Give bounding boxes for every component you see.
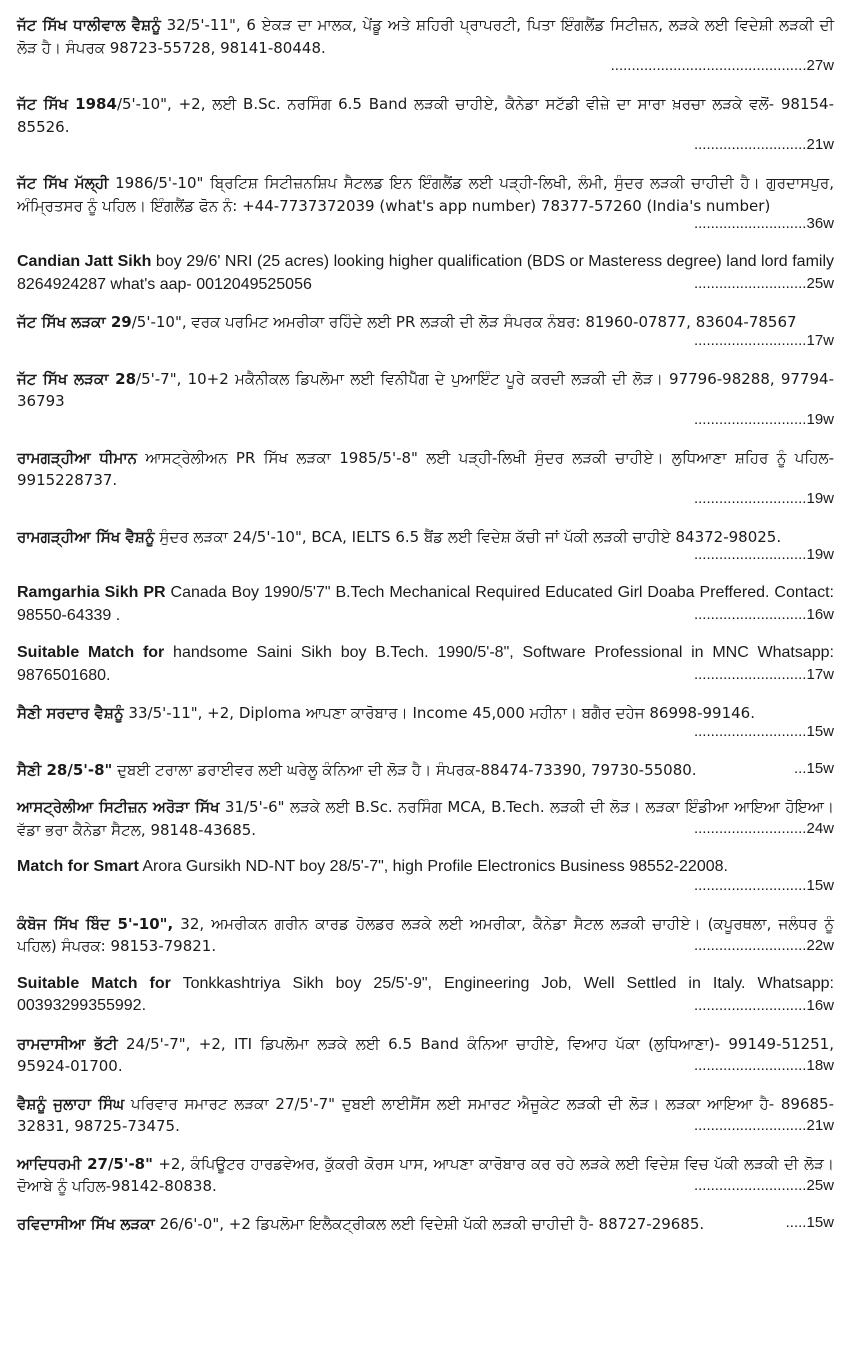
ad-code: ...........................25w (693, 1176, 834, 1194)
ad-heading: ਵੈਸ਼ਨੂੰ ਜੁਲਾਹਾ ਸਿੰਘ (17, 1094, 125, 1113)
matrimonial-ad (17, 702, 834, 742)
ad-body: 26/6'-0", +2 ਡਿਪਲੋਮਾ ਇਲੈਕਟ੍ਰੀਕਲ ਲਈ ਵਿਦੇਸ਼ੀ ਪੱਕੀ ਲੜਕੀ ਚਾਹੀਦੀ ਹੈ- 88727-29685. (154, 1214, 705, 1233)
ad-code: ...........................15w (693, 722, 834, 740)
matrimonial-ad (17, 796, 834, 839)
ad-body: 33/5'-11", +2, Diploma ਆਪਣਾ ਕਾਰੋਬਾਰ। Income 45,000 ਮਹੀਨਾ। ਬਗੈਰ ਦਹੇਜ 86998-99146. (123, 704, 755, 722)
ad-code: ...........................19w (693, 489, 834, 507)
ad-code: ...........................21w (693, 136, 834, 153)
ad-heading: ਰਾਮਗੜ੍ਹੀਆ ਸਿੱਖ ਵੈਸ਼ਨੂੰ (17, 527, 155, 546)
matrimonial-ad (17, 1033, 834, 1076)
matrimonial-ad (17, 642, 834, 685)
ad-heading: Suitable Match for (17, 974, 171, 992)
ad-body: boy 29/6' NRI (25 acres) looking higher qualification (BDS or Masteress degree) land lord family 8264924287 what's aap- 0012049525056 (17, 253, 835, 293)
matrimonial-ad (17, 526, 834, 566)
ad-text (17, 14, 834, 59)
ad-body: Arora Gursikh ND-NT boy 28/5'-7", high Profile Electronics Business 98552-22008. (138, 858, 728, 875)
ad-body: Tonkkashtriya Sikh boy 25/5'-9", Engineering Job, Well Settled in Italy. Whatsapp: 00393299355992. (17, 974, 834, 1014)
ad-body: /5'-10", +2, ਲਈ B.Sc. ਨਰਸਿੰਗ 6.5 Band ਲੜਕੀ ਚਾਹੀਏ, ਕੈਨੇਡਾ ਸਟੱਡੀ ਵੀਜ਼ੇ ਦਾ ਸਾਰਾ ਖ਼ਰਚਾ ਲੜਕੇ ਵਲੋਂ- 98154-85526. (17, 95, 834, 136)
ad-code: ...........................16w (693, 996, 834, 1014)
ad-heading: ਜੱਟ ਸਿੱਖ ਲੜਕਾ 29 (17, 313, 132, 331)
ad-code: ...........................36w (693, 215, 834, 232)
matrimonial-ad (17, 1153, 834, 1196)
ad-body: /5'-7", 10+2 ਮਕੈਨੀਕਲ ਡਿਪਲੋਮਾ ਲਈ ਵਿਨੀਪੈੱਗ ਦੇ ਪੁਆਇੰਟ ਪੂਰੇ ਕਰਦੀ ਲੜਕੀ ਦੀ ਲੋੜ। 97796-98288, 97794-36793 (17, 369, 834, 410)
ad-body: ਦੁਬਈ ਟਰਾਲਾ ਡਰਾਈਵਰ ਲਈ ਘਰੇਲੂ ਕੰਨਿਆ ਦੀ ਲੋੜ ਹੈ। ਸੰਪਰਕ-88474-73390, 79730-55080. (112, 760, 697, 779)
ad-code: ...........................19w (693, 546, 834, 563)
ad-code: ...........................17w (693, 666, 834, 683)
ad-text (17, 368, 834, 413)
ad-heading: ਰਾਮਦਾਸੀਆ ਭੱਟੀ (17, 1034, 118, 1053)
ad-heading: ਆਸਟ੍ਰੇਲੀਆ ਸਿਟੀਜ਼ਨ ਅਰੋੜਾ ਸਿੱਖ (17, 798, 220, 816)
ad-code: ...15w (793, 760, 834, 777)
matrimonial-ad (17, 172, 834, 234)
ad-code: ...........................25w (693, 275, 834, 292)
ad-heading: Suitable Match for (17, 644, 165, 661)
ad-body: 1986/5'-10" ਬ੍ਰਿਟਿਸ਼ ਸਿਟੀਜ਼ਨਸ਼ਿਪ ਸੈਟਲਡ ਇਨ ਇੰਗਲੈਂਡ ਲਈ ਪੜ੍ਹੀ-ਲਿਖੀ, ਲੰਮੀ, ਸੁੰਦਰ ਲੜਕੀ ਚਾਹੀਦੀ ਹੈ। ਗੁਰਦਾਸਪੁਰ, ਅੰਮ੍ਰਿਤਸਰ ਨੂੰ ਪਹਿਲ। ਇੰਗਲੈਂਡ ਫੋਨ ਨੰ: +44-7737372039 (what's app number) 78377-57260 (India's number) (17, 174, 834, 215)
ad-heading: ਕੰਬੋਜ ਸਿੱਖ ਬਿੰਦ 5'-10", (17, 914, 174, 933)
ad-heading: ਜੱਟ ਸਿੱਖ 1984 (17, 95, 117, 113)
matrimonial-ad (17, 311, 834, 351)
ad-heading: ਜੱਟ ਸਿੱਖ ਧਾਲੀਵਾਲ ਵੈਸ਼ਨੂੰ (17, 16, 161, 34)
ad-body: /5'-10", ਵਰਕ ਪਰਮਿਟ ਅਮਰੀਕਾ ਰਹਿੰਦੇ ਲਈ PR ਲੜਕੀ ਦੀ ਲੋੜ ਸੰਪਰਕ ਨੰਬਰ: 81960-07877, 83604-78567 (131, 313, 797, 331)
ad-text (17, 93, 834, 138)
ad-body: 32/5'-11", 6 ਏਕੜ ਦਾ ਮਾਲਕ, ਪੇਂਡੂ ਅਤੇ ਸ਼ਹਿਰੀ ਪ੍ਰਾਪਰਟੀ, ਪਿਤਾ ਇੰਗਲੈਂਡ ਸਿਟੀਜ਼ਨ, ਲੜਕੇ ਲਈ ਵਿਦੇਸ਼ੀ ਲੜਕੀ ਦੀ ਲੋੜ ਹੈ। ਸੰਪਰਕ 98723-55728, 98141-80448. (17, 16, 834, 57)
ad-body: ਆਸਟ੍ਰੇਲੀਅਨ PR ਸਿੱਖ ਲੜਕਾ 1985/5'-8" ਲਈ ਪੜ੍ਹੀ-ਲਿਖੀ ਸੁੰਦਰ ਲੜਕੀ ਚਾਹੀਏ। ਲੁਧਿਆਣਾ ਸ਼ਹਿਰ ਨੂੰ ਪਹਿਲ- 9915228737. (17, 448, 834, 489)
ad-heading: ਆਦਿਧਰਮੀ 27/5'-8" (17, 1154, 153, 1173)
ad-heading: ਜੱਟ ਸਿੱਖ ਮੱਲ੍ਹੀ (17, 174, 109, 192)
ad-code: ...........................15w (693, 876, 834, 894)
ad-body: 31/5'-6" ਲੜਕੇ ਲਈ B.Sc. ਨਰਸਿੰਗ MCA, B.Tech. ਲੜਕੀ ਦੀ ਲੋੜ। ਲੜਕਾ ਇੰਡੀਆ ਆਇਆ ਹੋਇਆ। ਵੱਡਾ ਭਰਾ ਕੈਨੇਡਾ ਸੈਟਲ, 98148-43685. (17, 798, 835, 839)
ad-code: ...........................24w (693, 820, 834, 837)
ad-heading: Match for Smart (17, 858, 139, 875)
ad-text (17, 447, 834, 492)
ad-heading: ਜੱਟ ਸਿੱਖ ਲੜਕਾ 28 (17, 369, 137, 388)
ad-heading: ਰਾਮਗੜ੍ਹੀਆ ਧੀਮਾਨ (17, 448, 138, 467)
matrimonial-ad (17, 582, 834, 625)
ad-code: ...............................................27w (610, 57, 834, 74)
ad-body: 32, ਅਮਰੀਕਨ ਗਰੀਨ ਕਾਰਡ ਹੋਲਡਰ ਲੜਕੇ ਲਈ ਅਮਰੀਕਾ, ਕੈਨੇਡਾ ਸੈਟਲ ਲੜਕੀ ਚਾਹੀਏ। (ਕਪੂਰਥਲਾ, ਜਲੰਧਰ ਨੂੰ ਪਹਿਲ) ਸੰਪਰਕ: 98153-79821. (17, 914, 834, 955)
ad-body: +2, ਕੰਪਿਊਟਰ ਹਾਰਡਵੇਅਰ, ਕੁੱਕਰੀ ਕੋਰਸ ਪਾਸ, ਆਪਣਾ ਕਾਰੋਬਾਰ ਕਰ ਰਹੇ ਲੜਕੇ ਲਈ ਵਿਦੇਸ਼ ਵਿਚ ਪੱਕੀ ਲੜਕੀ ਦੀ ਲੋੜ। ਦੋਆਬੇ ਨੂੰ ਪਹਿਲ-98142-80838. (17, 1154, 834, 1195)
ad-body: handsome Saini Sikh boy B.Tech. 1990/5'-8", Software Professional in MNC Whatsapp: 9876501680. (17, 644, 834, 684)
matrimonial-ad (17, 1213, 834, 1234)
ad-heading: Ramgarhia Sikh PR (17, 584, 166, 601)
ad-code: ...........................16w (693, 606, 834, 623)
ad-code: ...........................21w (693, 1116, 834, 1134)
ad-body: ਪਰਿਵਾਰ ਸਮਾਰਟ ਲੜਕਾ 27/5'-7" ਦੁਬਈ ਲਾਈਸੈਂਸ ਲਈ ਸਮਾਰਟ ਐਜੂਕੇਟ ਲੜਕੀ ਦੀ ਲੋੜ। ਲੜਕਾ ਆਇਆ ਹੈ- 89685-32831, 98725-73475. (17, 1094, 834, 1135)
ad-code: ...........................19w (693, 410, 834, 428)
matrimonial-ad (17, 913, 834, 956)
matrimonial-ad (17, 251, 834, 294)
matrimonial-ad (17, 759, 834, 780)
ad-code: .....15w (785, 1214, 834, 1231)
matrimonial-ad (17, 14, 834, 76)
matrimonial-ad (17, 856, 834, 896)
ad-body: Canada Boy 1990/5'7" B.Tech Mechanical Required Educated Girl Doaba Preffered. Contact: 98550-64339 . (17, 584, 834, 624)
matrimonial-ad (17, 1093, 834, 1136)
matrimonial-ad (17, 93, 834, 155)
ad-body: ਸੁੰਦਰ ਲੜਕਾ 24/5'-10", BCA, IELTS 6.5 ਬੈਂਡ ਲਈ ਵਿਦੇਸ਼ ਕੱਚੀ ਜਾਂ ਪੱਕੀ ਲੜਕੀ ਚਾਹੀਏ 84372-98025. (154, 527, 782, 546)
ad-heading: Candian Jatt Sikh (17, 253, 152, 270)
ad-heading: ਸੈਣੀ ਸਰਦਾਰ ਵੈਸ਼ਨੂੰ (17, 704, 124, 722)
matrimonial-ad (17, 973, 834, 1016)
matrimonial-ad (17, 368, 834, 430)
ad-text (17, 172, 834, 217)
matrimonial-ad (17, 447, 834, 509)
ad-code: ...........................18w (693, 1056, 834, 1074)
ad-code: ...........................22w (693, 936, 834, 954)
ad-heading: ਸੈਣੀ 28/5'-8" (17, 760, 113, 779)
ad-body: 24/5'-7", +2, ITI ਡਿਪਲੋਮਾ ਲੜਕੇ ਲਈ 6.5 Band ਕੰਨਿਆ ਚਾਹੀਏ, ਵਿਆਹ ਪੱਕਾ (ਲੁਧਿਆਣਾ)- 99149-51251, 95924-01700. (17, 1034, 834, 1075)
ad-heading: ਰਵਿਦਾਸੀਆ ਸਿੱਖ ਲੜਕਾ (17, 1214, 155, 1233)
ad-code: ...........................17w (693, 331, 834, 349)
